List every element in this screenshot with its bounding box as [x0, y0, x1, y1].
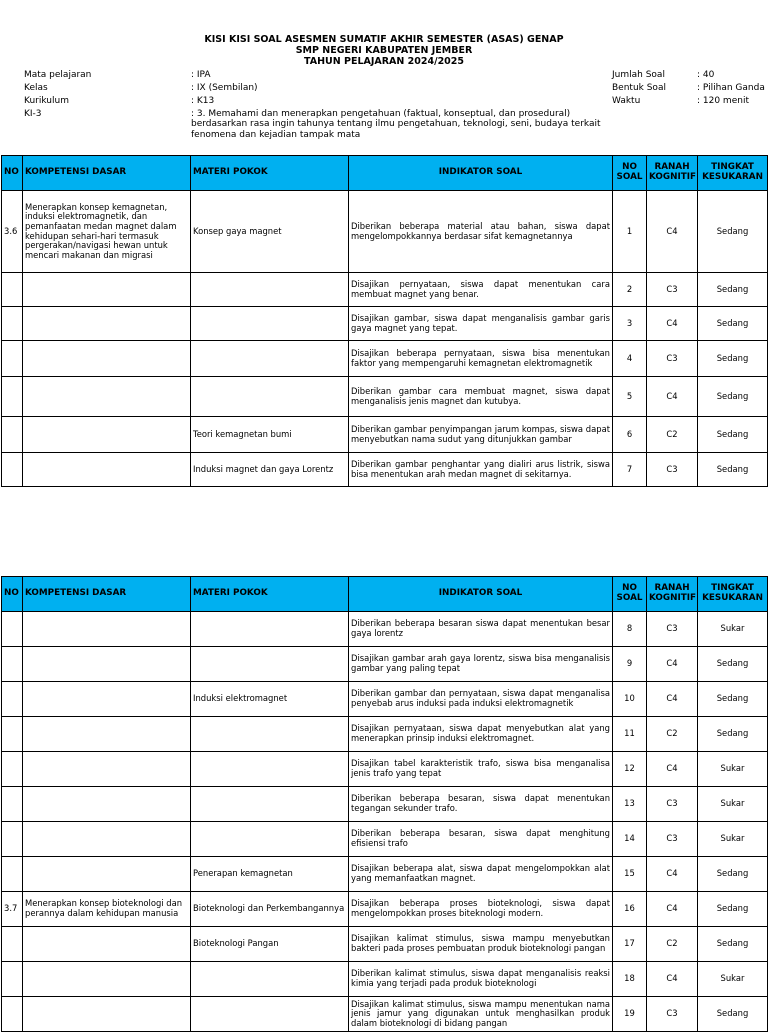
kompetensi-dasar-cell — [23, 307, 191, 341]
kompetensi-dasar-cell — [23, 377, 191, 417]
table-row — [2, 273, 768, 307]
indikator-soal-cell: Disajikan gambar, siswa dapat menganalisis gambar garis gaya magnet yang tepat. — [349, 307, 613, 341]
row-no-cell — [2, 417, 23, 453]
table-row — [2, 857, 768, 892]
no-soal-cell: 10 — [613, 682, 647, 717]
materi-pokok-cell — [191, 752, 349, 787]
kompetensi-dasar-cell — [23, 857, 191, 892]
col-header-indikator-soal: INDIKATOR SOAL — [349, 156, 613, 191]
ranah-kognitif-cell: C4 — [647, 892, 698, 927]
materi-pokok-cell: Konsep gaya magnet — [191, 191, 349, 273]
row-no-cell — [2, 822, 23, 857]
ranah-kognitif-cell: C4 — [647, 962, 698, 997]
tingkat-kesukaran-cell: Sedang — [698, 191, 768, 273]
no-soal-cell: 3 — [613, 307, 647, 341]
indikator-soal-cell: Diberikan gambar cara membuat magnet, siswa dapat menganalisis jenis magnet dan kutubya. — [349, 377, 613, 417]
table-row — [2, 307, 768, 341]
materi-pokok-cell — [191, 647, 349, 682]
tingkat-kesukaran-cell: Sedang — [698, 453, 768, 487]
no-soal-cell: 8 — [613, 612, 647, 647]
row-no-cell — [2, 377, 23, 417]
info-value: : Pilihan Ganda — [697, 83, 765, 93]
no-soal-cell: 19 — [613, 997, 647, 1032]
col-header-kompetensi-dasar: KOMPETENSI DASAR — [23, 577, 191, 612]
col-header-no-soal: NO SOAL — [613, 156, 647, 191]
materi-pokok-cell: Induksi elektromagnet — [191, 682, 349, 717]
info-label: Mata pelajaran — [24, 70, 92, 80]
indikator-soal-cell: Diberikan beberapa material atau bahan, siswa dapat mengelompokkannya berdasar sifat kemagnetannya — [349, 191, 613, 273]
col-header-materi-pokok: MATERI POKOK — [191, 577, 349, 612]
kompetensi-dasar-cell — [23, 341, 191, 377]
info-label: Jumlah Soal — [612, 70, 665, 80]
indikator-soal-cell: Disajikan beberapa proses bioteknologi, siswa dapat mengelompokkan proses biteknologi modern. — [349, 892, 613, 927]
kompetensi-dasar-cell — [23, 682, 191, 717]
kompetensi-dasar-cell — [23, 997, 191, 1032]
row-no-cell: 3.6 — [2, 191, 23, 273]
no-soal-cell: 2 — [613, 273, 647, 307]
no-soal-cell: 12 — [613, 752, 647, 787]
table-row — [2, 453, 768, 487]
materi-pokok-cell: Induksi magnet dan gaya Lorentz — [191, 453, 349, 487]
col-header-no-soal: NO SOAL — [613, 577, 647, 612]
ranah-kognitif-cell: C2 — [647, 717, 698, 752]
row-no-cell — [2, 717, 23, 752]
row-no-cell — [2, 453, 23, 487]
info-value: : IX (Sembilan) — [191, 83, 258, 93]
tingkat-kesukaran-cell: Sedang — [698, 717, 768, 752]
tingkat-kesukaran-cell: Sedang — [698, 417, 768, 453]
table-row — [2, 647, 768, 682]
no-soal-cell: 18 — [613, 962, 647, 997]
no-soal-cell: 9 — [613, 647, 647, 682]
table-row — [2, 612, 768, 647]
row-no-cell — [2, 612, 23, 647]
materi-pokok-cell — [191, 787, 349, 822]
doc-title-line2: SMP NEGERI KABUPATEN JEMBER — [295, 45, 473, 56]
materi-pokok-cell: Bioteknologi dan Perkembangannya — [191, 892, 349, 927]
col-header-ranah-kognitif: RANAH KOGNITIF — [647, 156, 698, 191]
info-label: Bentuk Soal — [612, 83, 666, 93]
ranah-kognitif-cell: C3 — [647, 997, 698, 1032]
row-no-cell — [2, 682, 23, 717]
row-no-cell — [2, 962, 23, 997]
ranah-kognitif-cell: C3 — [647, 787, 698, 822]
row-no-cell — [2, 341, 23, 377]
col-header-no: NO — [2, 577, 23, 612]
no-soal-cell: 11 — [613, 717, 647, 752]
col-header-no: NO — [2, 156, 23, 191]
table-row — [2, 997, 768, 1032]
ranah-kognitif-cell: C2 — [647, 927, 698, 962]
no-soal-cell: 7 — [613, 453, 647, 487]
row-no-cell — [2, 273, 23, 307]
table-header-row — [2, 156, 768, 191]
kompetensi-dasar-cell — [23, 787, 191, 822]
indikator-soal-cell: Diberikan beberapa besaran, siswa dapat menghitung efisiensi trafo — [349, 822, 613, 857]
tingkat-kesukaran-cell: Sedang — [698, 997, 768, 1032]
table-row — [2, 962, 768, 997]
kompetensi-dasar-cell: Menerapkan konsep kemagnetan, induksi elektromagnetik, dan pemanfaatan medan magnet dalam kehidupan sehari-hari termasuk pergerakan/navigasi hewan untuk mencari makanan dan migrasi — [23, 191, 191, 273]
col-header-materi-pokok: MATERI POKOK — [191, 156, 349, 191]
kompetensi-dasar-cell — [23, 453, 191, 487]
no-soal-cell: 17 — [613, 927, 647, 962]
materi-pokok-cell — [191, 962, 349, 997]
ranah-kognitif-cell: C3 — [647, 273, 698, 307]
indikator-soal-cell: Diberikan gambar dan pernyataan, siswa dapat menganalisa penyebab arus induksi pada induksi elektromagnetik — [349, 682, 613, 717]
info-label: Kurikulum — [24, 96, 69, 106]
kompetensi-dasar-cell — [23, 717, 191, 752]
no-soal-cell: 16 — [613, 892, 647, 927]
kisi-table-2 — [1, 576, 768, 1032]
indikator-soal-cell: Disajikan gambar arah gaya lorentz, siswa bisa menganalisis gambar yang paling tepat — [349, 647, 613, 682]
no-soal-cell: 15 — [613, 857, 647, 892]
materi-pokok-cell — [191, 717, 349, 752]
table-header-row — [2, 577, 768, 612]
ranah-kognitif-cell: C4 — [647, 752, 698, 787]
table-row — [2, 341, 768, 377]
info-value: : K13 — [191, 96, 215, 106]
no-soal-cell: 1 — [613, 191, 647, 273]
table-row — [2, 717, 768, 752]
indikator-soal-cell: Disajikan kalimat stimulus, siswa mampu menentukan nama jenis jamur yang digunakan untuk menghasilkan produk dalam bioteknologi di bidang pangan — [349, 997, 613, 1032]
materi-pokok-cell — [191, 377, 349, 417]
row-no-cell — [2, 647, 23, 682]
materi-pokok-cell — [191, 612, 349, 647]
no-soal-cell: 4 — [613, 341, 647, 377]
tingkat-kesukaran-cell: Sedang — [698, 892, 768, 927]
info-value: : 3. Memahami dan menerapkan pengetahuan (faktual, konseptual, dan prosedural) — [191, 109, 571, 119]
row-no-cell — [2, 857, 23, 892]
info-label: Kelas — [24, 83, 48, 93]
table-row — [2, 417, 768, 453]
tingkat-kesukaran-cell: Sedang — [698, 682, 768, 717]
indikator-soal-cell: Diberikan gambar penyimpangan jarum kompas, siswa dapat menyebutkan nama sudut yang ditunjukkan gambar — [349, 417, 613, 453]
kisi-table-1 — [1, 155, 768, 487]
tingkat-kesukaran-cell: Sukar — [698, 612, 768, 647]
ranah-kognitif-cell: C3 — [647, 341, 698, 377]
materi-pokok-cell: Bioteknologi Pangan — [191, 927, 349, 962]
kompetensi-dasar-cell: Menerapkan konsep bioteknologi dan perannya dalam kehidupan manusia — [23, 892, 191, 927]
materi-pokok-cell: Penerapan kemagnetan — [191, 857, 349, 892]
kompetensi-dasar-cell — [23, 647, 191, 682]
table-row — [2, 892, 768, 927]
indikator-soal-cell: Disajikan kalimat stimulus, siswa mampu menyebutkan bakteri pada proses pembuatan produk bioteknologi pangan — [349, 927, 613, 962]
tingkat-kesukaran-cell: Sedang — [698, 377, 768, 417]
no-soal-cell: 6 — [613, 417, 647, 453]
tingkat-kesukaran-cell: Sedang — [698, 307, 768, 341]
tingkat-kesukaran-cell: Sedang — [698, 647, 768, 682]
row-no-cell — [2, 307, 23, 341]
doc-title-line1: KISI KISI SOAL ASESMEN SUMATIF AKHIR SEMESTER (ASAS) GENAP — [204, 34, 564, 45]
ranah-kognitif-cell: C4 — [647, 191, 698, 273]
row-no-cell: 3.7 — [2, 892, 23, 927]
col-header-ranah-kognitif: RANAH KOGNITIF — [647, 577, 698, 612]
indikator-soal-cell: Diberikan beberapa besaran, siswa dapat menentukan tegangan sekunder trafo. — [349, 787, 613, 822]
table-row — [2, 682, 768, 717]
table-row — [2, 927, 768, 962]
doc-title-line3: TAHUN PELAJARAN 2024/2025 — [303, 56, 465, 67]
no-soal-cell: 13 — [613, 787, 647, 822]
indikator-soal-cell: Disajikan pernyataan, siswa dapat menentukan cara membuat magnet yang benar. — [349, 273, 613, 307]
kompetensi-dasar-cell — [23, 822, 191, 857]
col-header-indikator-soal: INDIKATOR SOAL — [349, 577, 613, 612]
info-value: : 120 menit — [697, 96, 749, 106]
materi-pokok-cell — [191, 341, 349, 377]
tingkat-kesukaran-cell: Sukar — [698, 822, 768, 857]
table-row — [2, 377, 768, 417]
ranah-kognitif-cell: C3 — [647, 453, 698, 487]
indikator-soal-cell: Disajikan pernyataan, siswa dapat menyebutkan alat yang menerapkan prinsip induksi elektromagnet. — [349, 717, 613, 752]
row-no-cell — [2, 787, 23, 822]
info-value: : IPA — [191, 70, 211, 80]
ranah-kognitif-cell: C4 — [647, 377, 698, 417]
indikator-soal-cell: Disajikan tabel karakteristik trafo, siswa bisa menganalisa jenis trafo yang tepat — [349, 752, 613, 787]
tingkat-kesukaran-cell: Sukar — [698, 752, 768, 787]
ranah-kognitif-cell: C4 — [647, 857, 698, 892]
tingkat-kesukaran-cell: Sedang — [698, 927, 768, 962]
col-header-kompetensi-dasar: KOMPETENSI DASAR — [23, 156, 191, 191]
ranah-kognitif-cell: C4 — [647, 307, 698, 341]
row-no-cell — [2, 752, 23, 787]
info-label: KI-3 — [24, 109, 42, 119]
materi-pokok-cell — [191, 997, 349, 1032]
ranah-kognitif-cell: C4 — [647, 647, 698, 682]
kompetensi-dasar-cell — [23, 752, 191, 787]
tingkat-kesukaran-cell: Sukar — [698, 962, 768, 997]
indikator-soal-cell: Diberikan kalimat stimulus, siswa dapat menganalisis reaksi kimia yang terjadi pada produk bioteknologi — [349, 962, 613, 997]
indikator-soal-cell: Disajikan beberapa pernyataan, siswa bisa menentukan faktor yang mempengaruhi kemagnetan elektromagnetik — [349, 341, 613, 377]
table-row — [2, 787, 768, 822]
tingkat-kesukaran-cell: Sedang — [698, 273, 768, 307]
col-header-tingkat-kesukaran: TINGKAT KESUKARAN — [698, 156, 768, 191]
no-soal-cell: 5 — [613, 377, 647, 417]
ranah-kognitif-cell: C4 — [647, 682, 698, 717]
no-soal-cell: 14 — [613, 822, 647, 857]
table-row — [2, 822, 768, 857]
kompetensi-dasar-cell — [23, 612, 191, 647]
materi-pokok-cell — [191, 307, 349, 341]
info-value: : 40 — [697, 70, 715, 80]
kompetensi-dasar-cell — [23, 927, 191, 962]
indikator-soal-cell: Disajikan beberapa alat, siswa dapat mengelompokkan alat yang memanfaatkan magnet. — [349, 857, 613, 892]
table-row — [2, 191, 768, 273]
info-label: Waktu — [612, 96, 641, 106]
table-row — [2, 752, 768, 787]
col-header-tingkat-kesukaran: TINGKAT KESUKARAN — [698, 577, 768, 612]
ki3-continuation: berdasarkan rasa ingin tahunya tentang ilmu pengetahuan, teknologi, seni, budaya terkait fenomena dan kejadian tampak mata — [191, 119, 601, 140]
materi-pokok-cell — [191, 822, 349, 857]
row-no-cell — [2, 997, 23, 1032]
materi-pokok-cell: Teori kemagnetan bumi — [191, 417, 349, 453]
ranah-kognitif-cell: C3 — [647, 822, 698, 857]
ranah-kognitif-cell: C2 — [647, 417, 698, 453]
ranah-kognitif-cell: C3 — [647, 612, 698, 647]
tingkat-kesukaran-cell: Sedang — [698, 341, 768, 377]
kompetensi-dasar-cell — [23, 273, 191, 307]
indikator-soal-cell: Diberikan beberapa besaran siswa dapat menentukan besar gaya lorentz — [349, 612, 613, 647]
indikator-soal-cell: Diberikan gambar penghantar yang dialiri arus listrik, siswa bisa menentukan arah medan magnet di sekitarnya. — [349, 453, 613, 487]
kompetensi-dasar-cell — [23, 962, 191, 997]
tingkat-kesukaran-cell: Sedang — [698, 857, 768, 892]
row-no-cell — [2, 927, 23, 962]
materi-pokok-cell — [191, 273, 349, 307]
kompetensi-dasar-cell — [23, 417, 191, 453]
tingkat-kesukaran-cell: Sukar — [698, 787, 768, 822]
